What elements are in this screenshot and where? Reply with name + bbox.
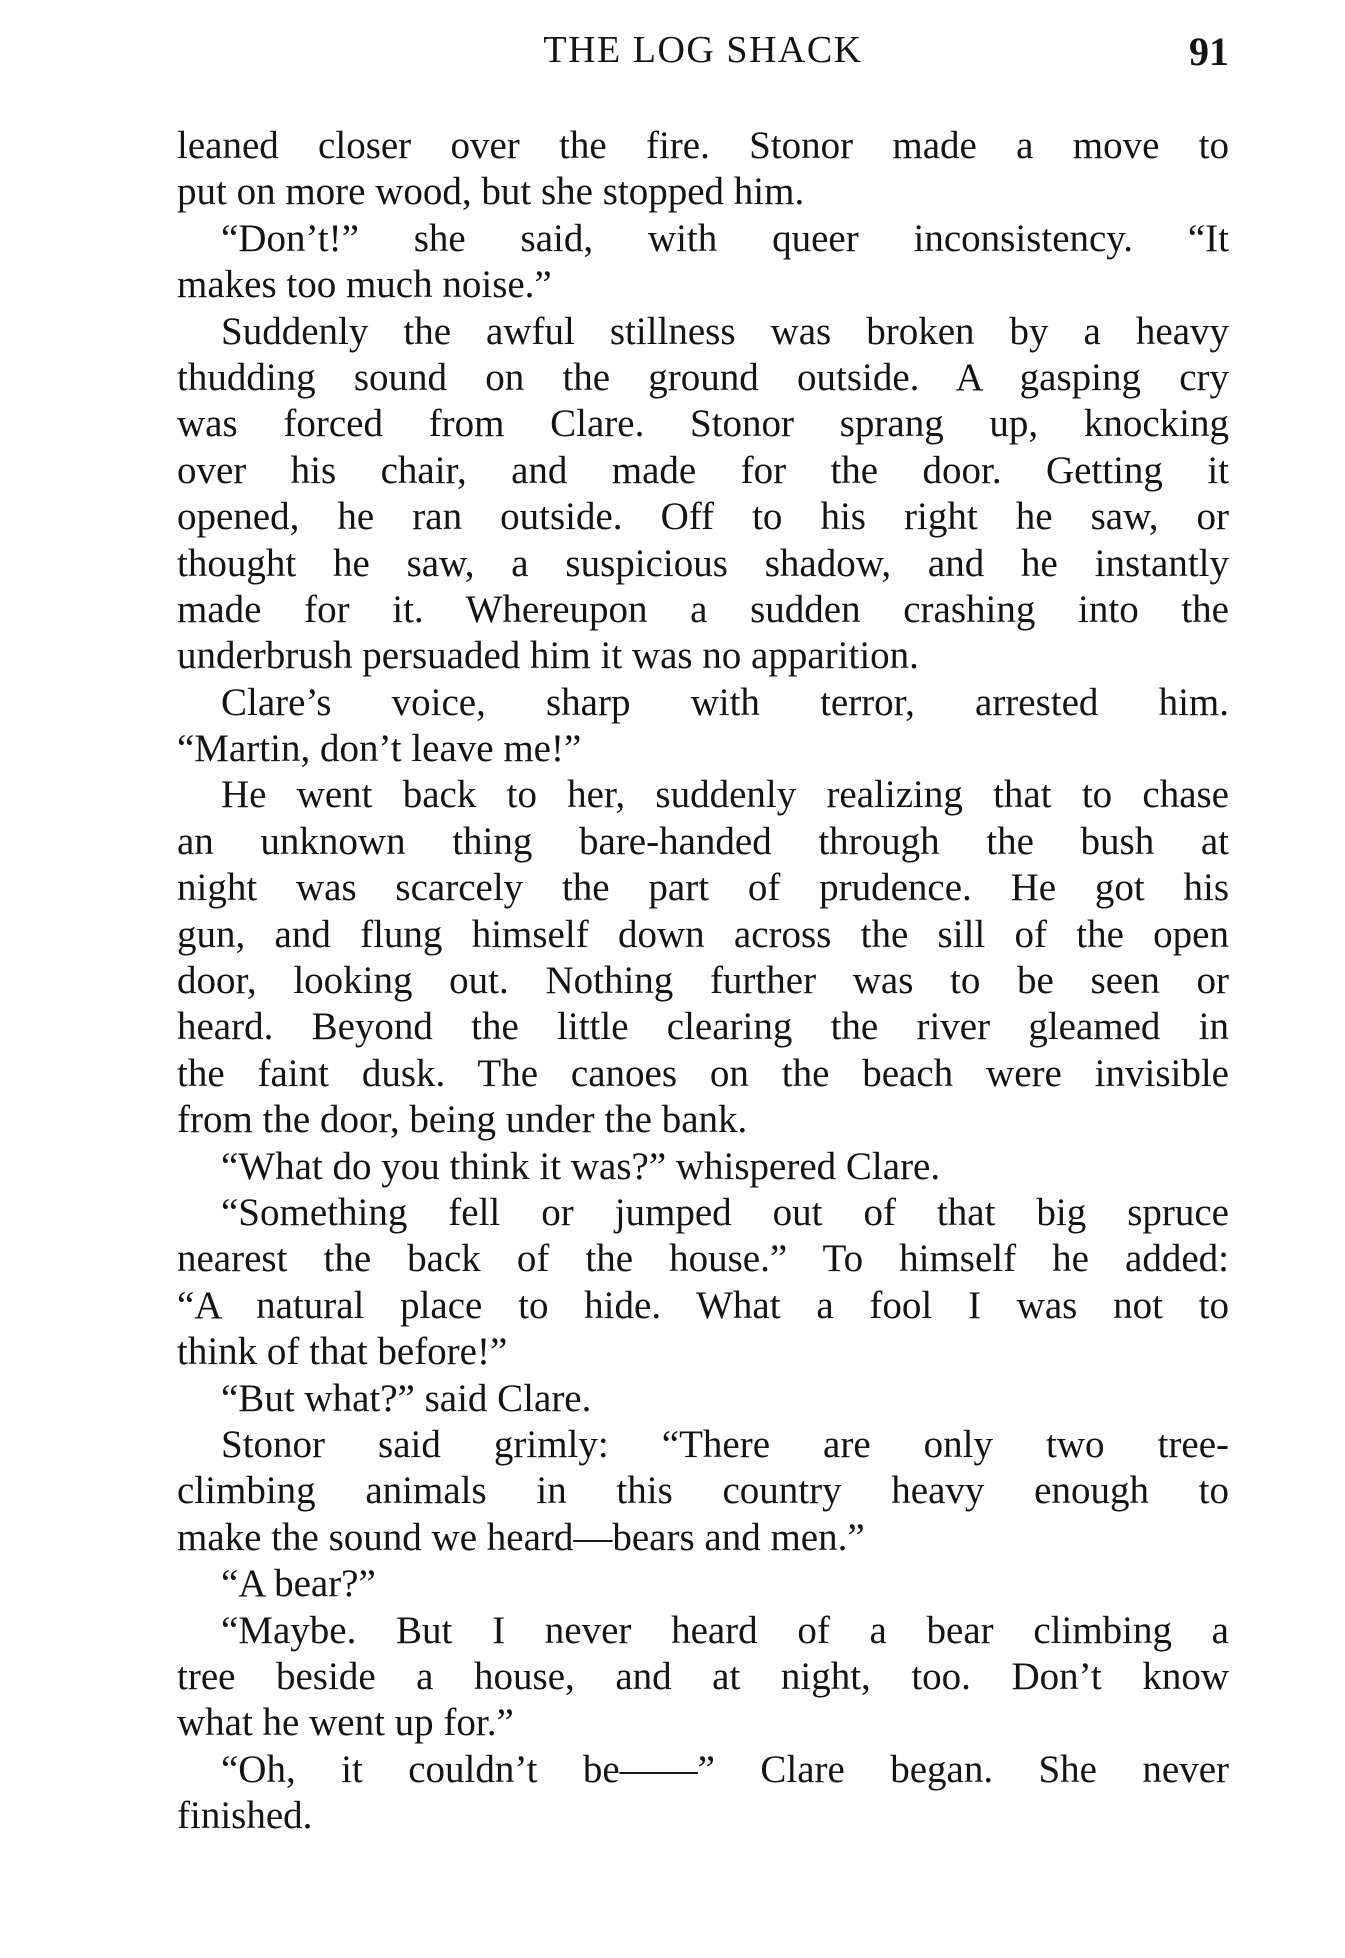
text-line: leaned closer over the fire. Stonor made a move to xyxy=(177,124,1229,167)
text-line: made for it. Whereupon a sudden crashing into the xyxy=(177,587,1229,631)
text-line: “A bear?” xyxy=(221,1562,376,1606)
text-line: “Something fell or jumped out of that big spruce xyxy=(221,1190,1229,1234)
text-line: Suddenly the awful stillness was broken by a heavy xyxy=(221,309,1229,353)
text-line: think of that before!” xyxy=(177,1330,508,1374)
text-line: tree beside a house, and at night, too. Don’t know xyxy=(177,1654,1229,1698)
text-line: Stonor said grimly: “There are only two tree- xyxy=(221,1422,1229,1466)
text-line: thudding sound on the ground outside. A gasping cry xyxy=(177,355,1229,399)
running-header xyxy=(177,28,1229,88)
text-line: from the door, being under the bank. xyxy=(177,1098,748,1142)
text-line: makes too much noise.” xyxy=(177,263,552,307)
text-line: underbrush persuaded him it was no apparition. xyxy=(177,634,919,678)
text-line: thought he saw, a suspicious shadow, and he instantly xyxy=(177,541,1229,585)
text-line: the faint dusk. The canoes on the beach were invisible xyxy=(177,1051,1229,1095)
text-line: climbing animals in this country heavy enough to xyxy=(177,1469,1229,1513)
text-line: “What do you think it was?” whispered Clare. xyxy=(221,1144,941,1188)
text-line: Clare’s voice, sharp with terror, arrested him. xyxy=(221,680,1229,724)
text-line: over his chair, and made for the door. Getting it xyxy=(177,448,1229,492)
text-line: He went back to her, suddenly realizing that to chase xyxy=(221,773,1229,817)
text-line: “Don’t!” she said, with queer inconsistency. “It xyxy=(221,216,1229,260)
text-line: “But what?” said Clare. xyxy=(221,1376,592,1420)
text-line: door, looking out. Nothing further was to be seen or xyxy=(177,959,1229,1003)
text-line: make the sound we heard—bears and men.” xyxy=(177,1515,865,1559)
body-text xyxy=(177,123,1229,1839)
text-line: an unknown thing bare-handed through the bush at xyxy=(177,819,1229,863)
text-line: “Maybe. But I never heard of a bear climbing a xyxy=(221,1608,1229,1652)
text-line: opened, he ran outside. Off to his right he saw, or xyxy=(177,495,1229,539)
page-number: 91 xyxy=(1189,29,1229,74)
text-line: heard. Beyond the little clearing the river gleamed in xyxy=(177,1005,1229,1049)
text-line: nearest the back of the house.” To himself he added: xyxy=(177,1237,1229,1281)
text-line: “Oh, it couldn’t be——” Clare began. She never xyxy=(221,1747,1229,1791)
text-line: “A natural place to hide. What a fool I was not to xyxy=(177,1283,1229,1327)
text-line: “Martin, don’t leave me!” xyxy=(177,727,582,771)
text-line: gun, and flung himself down across the sill of the open xyxy=(177,912,1229,956)
running-title: THE LOG SHACK xyxy=(543,29,863,71)
text-line: put on more wood, but she stopped him. xyxy=(177,170,805,214)
text-line: night was scarcely the part of prudence. He got his xyxy=(177,866,1229,910)
text-line: what he went up for.” xyxy=(177,1701,514,1745)
text-line: finished. xyxy=(177,1794,313,1838)
text-line: was forced from Clare. Stonor sprang up, knocking xyxy=(177,402,1229,446)
